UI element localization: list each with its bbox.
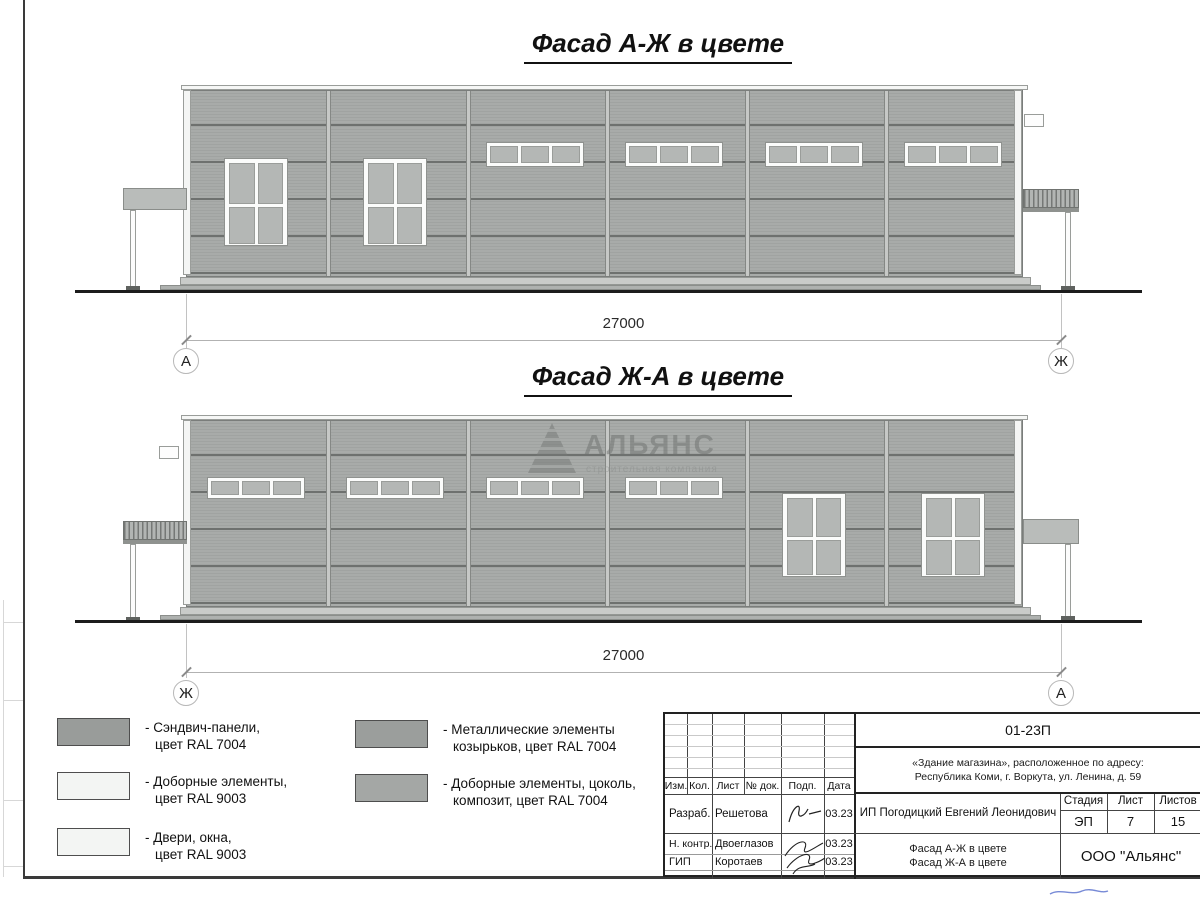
- tb-stage-value: ЭП: [1074, 814, 1093, 829]
- blue-pen-mark: [1048, 885, 1112, 899]
- tb-line: [665, 724, 854, 725]
- tb-header-list: Лист: [716, 779, 740, 792]
- title-block: [663, 712, 1200, 877]
- legend-line: - Двери, окна,: [145, 830, 232, 845]
- tb-header-izm: Изм.: [664, 779, 688, 792]
- legend-item: [145, 773, 287, 807]
- tb-sheet-value: 7: [1126, 814, 1135, 829]
- legend-swatch: [57, 828, 130, 856]
- tb-sheet-title-line2: Фасад Ж-А в цвете: [909, 857, 1007, 869]
- legend-item: [443, 775, 636, 809]
- legend-item: [443, 721, 616, 755]
- tb-name: Коротаев: [715, 856, 763, 868]
- tb-sheet-title-line1: Фасад А-Ж в цвете: [909, 843, 1007, 855]
- tb-name: Двоеглазов: [715, 837, 774, 850]
- tb-date: 03.23: [825, 837, 853, 850]
- legend-item: [145, 829, 246, 863]
- facade1-title-text: Фасад А-Ж в цвете: [524, 28, 792, 64]
- tb-role: ГИП: [669, 856, 691, 868]
- tb-stage-header: Стадия: [1063, 795, 1104, 807]
- legend-line: цвет RAL 9003: [155, 847, 247, 862]
- legend-swatch: [355, 720, 428, 748]
- legend-line: композит, цвет RAL 7004: [453, 793, 608, 808]
- tb-header-doc: № док.: [745, 779, 780, 792]
- tb-object-line2: Республика Коми, г. Воркута, ул. Ленина, д. 59: [914, 771, 1142, 783]
- legend-line: козырьков, цвет RAL 7004: [453, 739, 617, 754]
- tb-date: 03.23: [825, 807, 853, 820]
- dimension-label: 27000: [602, 315, 645, 332]
- tb-line: [665, 757, 854, 758]
- axis-letter: А: [1055, 684, 1066, 702]
- tb-header-podp: Подп.: [788, 779, 817, 792]
- legend-line: - Металлические элементы: [443, 722, 615, 737]
- legend-line: - Доборные элементы,: [145, 774, 288, 789]
- signature-razrab: [783, 798, 825, 830]
- tb-client: ИП Погодицкий Евгений Леонидович: [859, 806, 1057, 819]
- legend-swatch: [355, 774, 428, 802]
- signature-control: [779, 834, 827, 878]
- legend-line: - Доборные элементы, цоколь,: [443, 776, 636, 791]
- axis-letter: Ж: [179, 684, 193, 702]
- tb-role: Разраб.: [669, 807, 711, 820]
- tb-line: [854, 746, 1200, 748]
- watermark-subtitle: строительная компания: [586, 464, 718, 475]
- tb-company: ООО "Альянс": [1080, 847, 1182, 865]
- tb-name: Решетова: [715, 807, 768, 820]
- tb-sheets-value: 15: [1170, 814, 1186, 829]
- tb-date: 03.23: [825, 856, 853, 868]
- tb-object-address: [854, 749, 1200, 791]
- legend-line: цвет RAL 9003: [155, 791, 247, 806]
- tb-role: Н. контр.: [669, 837, 713, 850]
- tb-sheet-header: Лист: [1118, 795, 1143, 807]
- tb-line: [665, 746, 854, 747]
- tb-header-data: Дата: [827, 779, 851, 792]
- facade2-title-text: Фасад Ж-А в цвете: [524, 361, 792, 397]
- tb-line: [665, 768, 854, 769]
- tb-header-kol: Кол.: [689, 779, 710, 792]
- tb-sheets-header: Листов: [1159, 795, 1197, 807]
- watermark-name: АЛЬЯНС: [584, 429, 716, 460]
- tb-object-line1: «Здание магазина», расположенное по адресу:: [912, 757, 1144, 769]
- axis-letter: Ж: [1054, 352, 1068, 370]
- tb-sheet-title: [856, 833, 1060, 879]
- legend-item: [145, 719, 260, 753]
- dimension-label: 27000: [602, 647, 645, 664]
- legend-swatch: [57, 772, 130, 800]
- axis-letter: А: [180, 352, 191, 370]
- tb-project-code: 01-23П: [1005, 722, 1051, 738]
- legend-line: - Сэндвич-панели,: [145, 720, 260, 735]
- tb-line: [665, 735, 854, 736]
- legend-swatch: [57, 718, 130, 746]
- legend-line: цвет RAL 7004: [155, 737, 247, 752]
